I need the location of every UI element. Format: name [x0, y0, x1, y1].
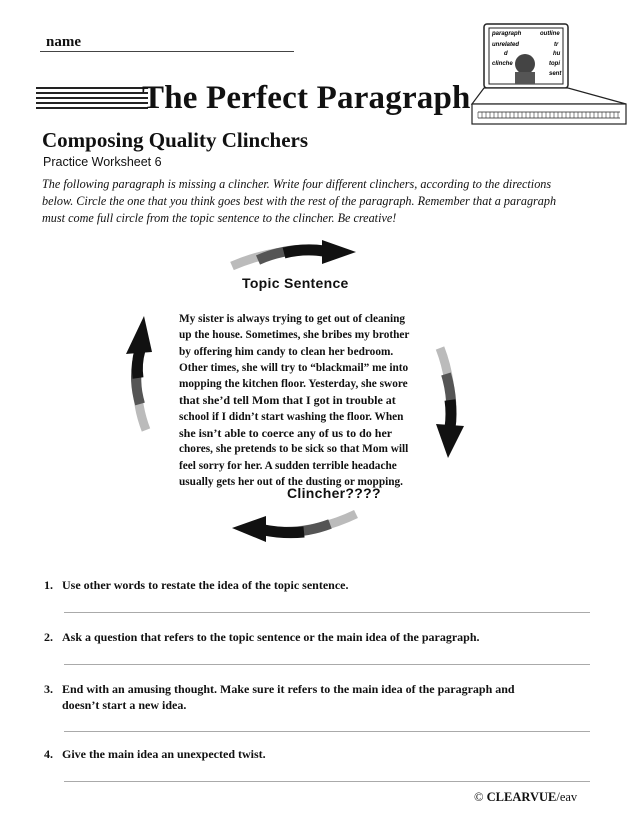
left-arrow-icon: [120, 314, 160, 434]
question-text: Use other words to restate the idea of the topic sentence.: [62, 578, 349, 592]
paragraph-line: usually gets her out of the dusting or mopping.: [179, 475, 403, 488]
paragraph-line: feel sorry for her. A sudden terrible headache: [179, 459, 397, 472]
answer-line-4[interactable]: [64, 781, 590, 782]
worksheet-label: Practice Worksheet 6: [43, 155, 162, 169]
answer-line-2[interactable]: [64, 664, 590, 665]
brand-suffix: /eav: [556, 790, 578, 804]
question-text: Give the main idea an unexpected twist.: [62, 747, 266, 761]
question-number: 3.: [44, 682, 53, 696]
monitor-word: clinche: [492, 61, 513, 67]
instructions: The following paragraph is missing a clincher. Write four different clinchers, according to the directions below. Circle the one that you think goes best with the rest of the paragraph. Remember that a paragraph must come full circle from the topic sentence to the clincher. Be creative!: [42, 177, 557, 225]
question-1: [44, 577, 349, 593]
section-heading: Composing Quality Clinchers: [42, 128, 309, 152]
top-arrow-icon: [228, 238, 358, 272]
paragraph-line: Other times, she will try to “blackmail” me into: [179, 361, 409, 374]
question-4: [44, 746, 266, 762]
sample-paragraph: [179, 311, 425, 490]
question-3: [44, 681, 515, 713]
topic-sentence-label: Topic Sentence: [242, 275, 349, 291]
paragraph-line: that she’d tell Mom that I got in trouble at: [179, 393, 396, 408]
question-2: [44, 629, 480, 645]
computer-monitor-icon: [470, 22, 628, 128]
paragraph-line: My sister is always trying to get out of cleaning: [179, 313, 406, 325]
monitor-word: paragraph: [492, 31, 522, 37]
copyright: [474, 790, 577, 805]
paragraph-line: mopping the kitchen floor. Yesterday, she swore: [179, 378, 408, 391]
monitor-word: hu: [553, 51, 561, 57]
paragraph-line: up the house. Sometimes, she bribes my brother: [179, 329, 410, 342]
page-title: [142, 80, 471, 117]
monitor-word: unrelated: [492, 42, 520, 48]
question-text: End with an amusing thought. Make sure it refers to the main idea of the paragraph and: [62, 682, 515, 696]
brand-name: CLEARVUE: [486, 790, 557, 804]
monitor-word: tr: [554, 42, 559, 48]
paragraph-line: by offering him candy to clean her bedroom.: [179, 345, 394, 358]
clincher-label: Clincher????: [287, 485, 381, 501]
monitor-word: topi: [549, 61, 560, 67]
answer-line-1[interactable]: [64, 612, 590, 613]
paragraph-line: she isn’t able to coerce any of us to do her: [179, 426, 393, 441]
question-number: 2.: [44, 630, 53, 644]
copyright-symbol: ©: [474, 790, 484, 804]
question-number: 4.: [44, 747, 53, 761]
bottom-arrow-icon: [230, 506, 360, 546]
paragraph-line: school if I didn’t start washing the floor. When: [179, 410, 404, 423]
question-text: Ask a question that refers to the topic sentence or the main idea of the paragraph.: [62, 630, 480, 644]
monitor-word: sent: [549, 71, 562, 77]
paragraph-line: chores, she pretends to be sick so that Mom will: [179, 443, 409, 456]
question-number: 1.: [44, 578, 53, 592]
answer-line-3[interactable]: [64, 731, 590, 732]
right-arrow-icon: [430, 344, 466, 462]
name-label: name: [46, 34, 81, 50]
title-stripes: [36, 87, 148, 113]
name-line[interactable]: [40, 51, 294, 52]
title-stylized-p: P: [316, 80, 337, 116]
question-text-continued: doesn’t start a new idea.: [62, 698, 187, 712]
monitor-word: outline: [540, 31, 560, 37]
title-rest: aragraph: [337, 80, 471, 116]
monitor-word: d: [504, 51, 508, 57]
title-prefix: The Perfect: [142, 80, 317, 116]
